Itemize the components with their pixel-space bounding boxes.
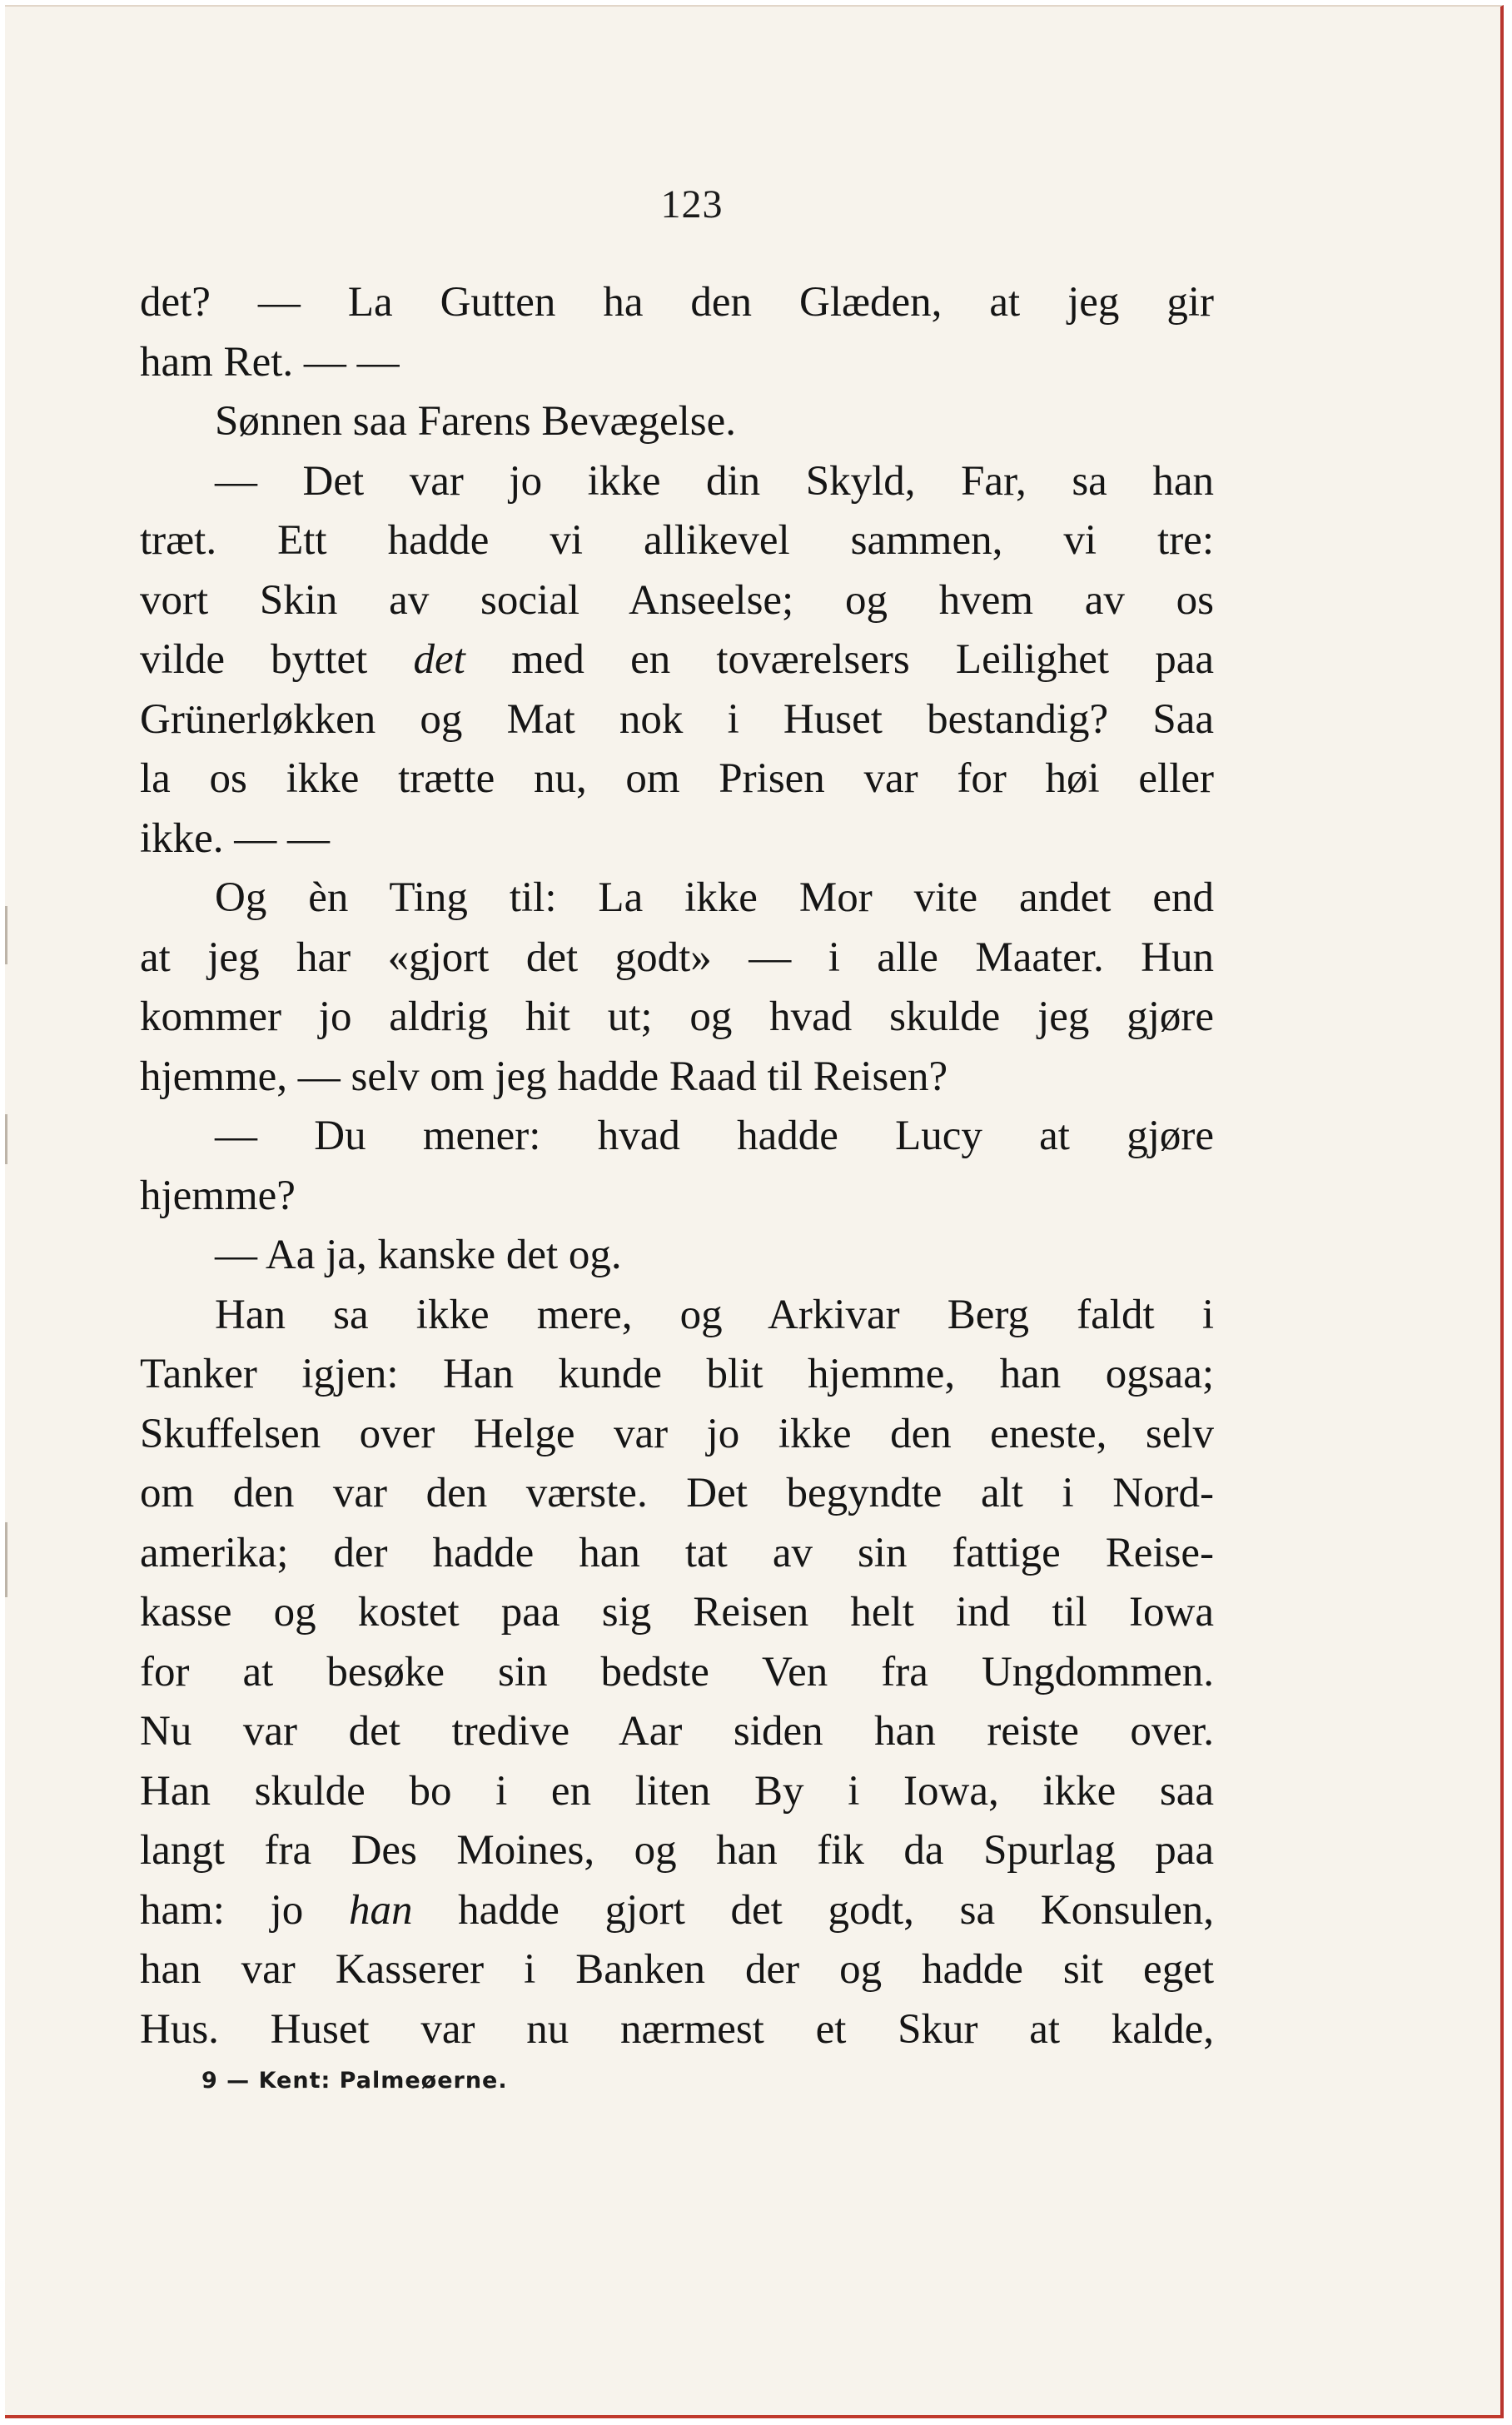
scan-edge-mark bbox=[5, 906, 7, 964]
text-line-segment: Han skulde bo i en liten By i Iowa, ikke saa bbox=[140, 1767, 1214, 1815]
text-line bbox=[140, 1107, 1214, 1167]
text-line-segment: for at besøke sin bedste Ven fra Ungdommen. bbox=[140, 1648, 1214, 1696]
text-line bbox=[140, 273, 1214, 333]
text-line-segment: ham Ret. — — bbox=[140, 338, 400, 386]
text-line bbox=[140, 392, 1214, 452]
book-page bbox=[5, 5, 1504, 2418]
text-line-segment: med en toværelsers Leilighet paa bbox=[465, 636, 1215, 683]
text-line-segment: ikke. — — bbox=[140, 814, 331, 862]
text-line bbox=[140, 333, 1214, 393]
text-line bbox=[140, 1643, 1214, 1703]
text-line bbox=[140, 1821, 1214, 1881]
text-line bbox=[140, 809, 1214, 869]
text-line-segment: om den var den værste. Det begyndte alt i Nord- bbox=[140, 1470, 1214, 1516]
text-line-segment: Tanker igjen: Han kunde blit hjemme, han ogsaa; bbox=[140, 1351, 1214, 1397]
text-line-segment: Han sa ikke mere, og Arkivar Berg faldt i bbox=[215, 1291, 1214, 1338]
text-line bbox=[140, 1762, 1214, 1822]
text-line bbox=[140, 452, 1214, 512]
text-line bbox=[140, 1583, 1214, 1643]
page-number: 123 bbox=[660, 182, 724, 227]
scan-edge-mark bbox=[5, 1522, 7, 1597]
text-line-segment: vort Skin av social Anseelse; og hvem av os bbox=[140, 576, 1214, 624]
signature-footer: 9 — Kent: Palmeøerne. bbox=[201, 2068, 508, 2094]
body-text bbox=[140, 273, 1214, 2059]
text-line bbox=[140, 1702, 1214, 1762]
text-line bbox=[140, 511, 1214, 571]
text-line-segment: træt. Ett hadde vi allikevel sammen, vi tre: bbox=[140, 517, 1214, 564]
text-line-segment: la os ikke trætte nu, om Prisen var for høi eller bbox=[140, 755, 1214, 802]
text-line-segment: — Du mener: hvad hadde Lucy at gjøre bbox=[215, 1113, 1214, 1159]
text-line bbox=[140, 1464, 1214, 1524]
text-line-segment: det? — La Gutten ha den Glæden, at jeg gir bbox=[140, 279, 1214, 326]
text-line bbox=[140, 988, 1214, 1048]
text-line-segment: hjemme, — selv om jeg hadde Raad til Reisen? bbox=[140, 1053, 948, 1100]
text-line bbox=[140, 1881, 1214, 1941]
text-line-segment: — Aa ja, kanske det og. bbox=[215, 1232, 622, 1278]
text-line bbox=[140, 1226, 1214, 1286]
text-line-segment: Skuffelsen over Helge var jo ikke den eneste, selv bbox=[140, 1410, 1214, 1457]
text-line bbox=[140, 1167, 1214, 1227]
text-line bbox=[140, 869, 1214, 929]
text-line bbox=[140, 690, 1214, 750]
text-line bbox=[140, 1940, 1214, 2000]
text-line bbox=[140, 1345, 1214, 1405]
text-line-segment: han var Kasserer i Banken der og hadde sit eget bbox=[140, 1946, 1214, 1993]
text-line bbox=[140, 571, 1214, 631]
text-line-segment: hjemme? bbox=[140, 1172, 296, 1219]
text-line bbox=[140, 1405, 1214, 1465]
text-line-segment: Hus. Huset var nu nærmest et Skur at kalde, bbox=[140, 2005, 1214, 2053]
text-line bbox=[140, 2000, 1214, 2060]
italic-emphasis: han bbox=[348, 1886, 413, 1934]
text-line-segment: Sønnen saa Farens Bevægelse. bbox=[215, 398, 737, 445]
text-line-segment: hadde gjort det godt, sa Konsulen, bbox=[412, 1886, 1214, 1934]
text-line-segment: kommer jo aldrig hit ut; og hvad skulde jeg gjøre bbox=[140, 993, 1214, 1040]
text-line-segment: vilde byttet bbox=[140, 636, 414, 683]
text-line-segment: kasse og kostet paa sig Reisen helt ind til Iowa bbox=[140, 1589, 1214, 1636]
text-line-segment: Og èn Ting til: La ikke Mor vite andet end bbox=[215, 874, 1214, 921]
text-line-segment: langt fra Des Moines, og han fik da Spurlag paa bbox=[140, 1827, 1214, 1874]
text-line bbox=[140, 1048, 1214, 1108]
text-line bbox=[140, 929, 1214, 988]
text-line-segment: — Det var jo ikke din Skyld, Far, sa han bbox=[215, 457, 1214, 505]
italic-emphasis: det bbox=[413, 636, 465, 683]
text-line bbox=[140, 1524, 1214, 1584]
text-line-segment: Nu var det tredive Aar siden han reiste over. bbox=[140, 1708, 1214, 1755]
text-line-segment: Grünerløkken og Mat nok i Huset bestandig? Saa bbox=[140, 695, 1214, 743]
text-line-segment: at jeg har «gjort det godt» — i alle Maater. Hun bbox=[140, 934, 1214, 981]
text-line-segment: amerika; der hadde han tat av sin fattige Reise- bbox=[140, 1529, 1214, 1576]
text-line bbox=[140, 630, 1214, 690]
text-line bbox=[140, 749, 1214, 809]
text-line bbox=[140, 1286, 1214, 1346]
scan-edge-mark bbox=[5, 1114, 7, 1164]
text-line-segment: ham: jo bbox=[140, 1886, 349, 1934]
